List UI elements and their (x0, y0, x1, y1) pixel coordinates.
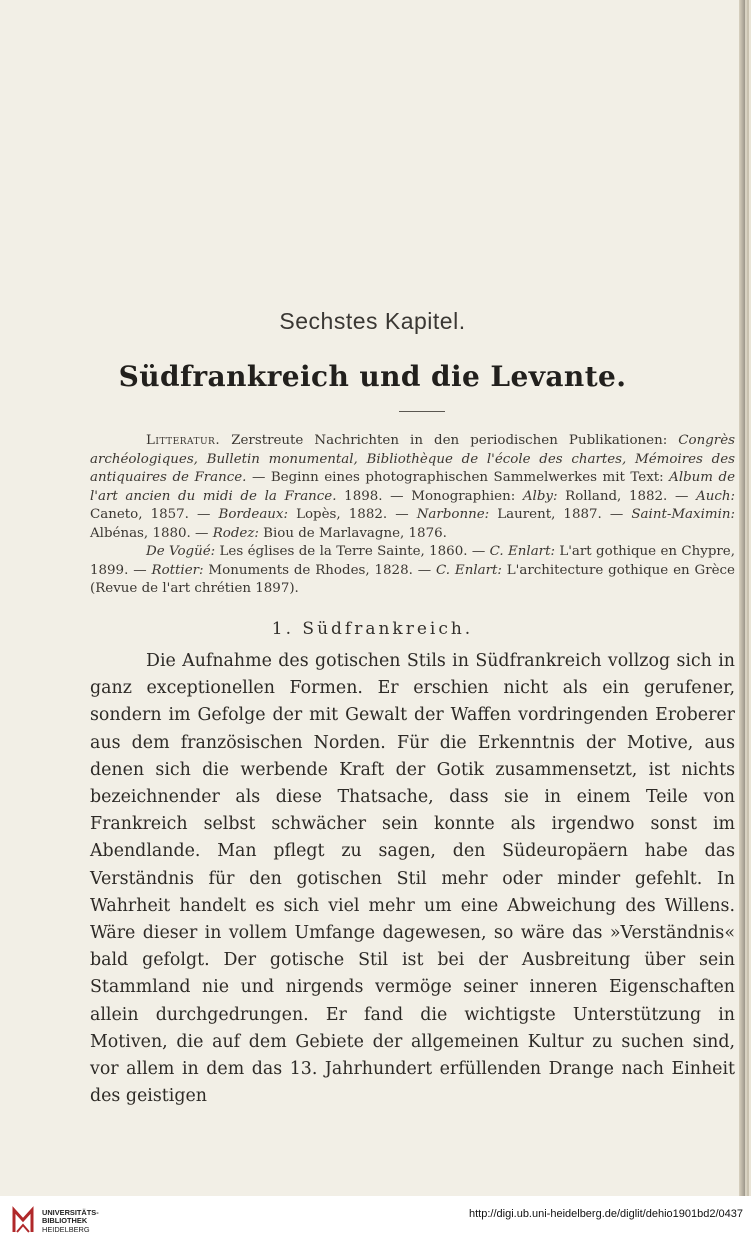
literature-citation-title: Rottier: (151, 562, 204, 578)
literature-citation-title: Saint-Maximin: (631, 507, 735, 522)
literature-text-1 (90, 433, 735, 541)
literature-text-2 (90, 544, 735, 596)
library-name-line3: HEIDELBERG (42, 1224, 90, 1234)
body-paragraph: Die Aufnahme des gotischen Stils in Südfrankreich vollzog sich in ganz exceptionellen Formen. Er erschien nicht als ein gerufener, sondern im Gefolge der mit Gewalt der Waffen vordringenden Eroberer aus dem französischen Norden. Für die Erkenntnis der Motive, aus denen sich die werbende Kraft der Gotik zusammensetzt, ist nichts bezeichnender als diese Thatsache, dass sie in einem Teile von Frankreich selbst schwächer sein konnte als irgendwo sonst im Abendlande. Man pflegt zu sagen, den Südeuropäern habe das Verständnis für den gotischen Stil mehr oder minder gefehlt. In Wahrheit handelt es sich viel mehr um eine Abweichung des Willens. Wäre dieser in vollem Umfange dagewesen, so wäre das »Verständnis« bald gefolgt. Der gotische Stil ist bei der Ausbreitung über sein Stammland nie und nirgends vermöge seiner inneren Eigenschaften allein durchgedrungen. Er fand die wichtigste Unterstützung in Motiven, die auf dem Gebiete der allgemeinen Kultur zu suchen sind, vor allem in dem das 13. Jahrhundert erfüllenden Drange nach Einheit des geistigen (90, 651, 735, 1107)
footer-bar (0, 1196, 751, 1254)
literature-citation-text: L'architecture gothique en Grèce (Revue de l'art chrétien 1897). (90, 562, 735, 596)
literature-citation-title: Alby: (522, 488, 558, 504)
library-name-line1: UNIVERSITÄTS- (42, 1208, 99, 1217)
literature-label: Litteratur. (146, 433, 221, 448)
literature-paragraph-1 (90, 432, 735, 543)
chapter-title: Südfrankreich und die Levante. (118, 360, 627, 393)
literature-citation-text: Les églises de la Terre Sainte, 1860. — (215, 544, 490, 559)
literature-citation-title: Bordeaux: (218, 507, 288, 522)
literature-citation-text: — Beginn eines photographischen Sammelwerkes mit Text: (246, 470, 670, 485)
library-name-line2: BIBLIOTHEK (42, 1216, 88, 1226)
literature-citation-text: Lopès, 1882. — (288, 507, 417, 522)
literature-citation-title: Congrès archéologiques, Bulletin monumental, Bibliothèque de l'école des chartes, Mémoires des antiquaires de France. (90, 433, 735, 485)
literature-citation-text: Caneto, 1857. — (90, 507, 219, 522)
literature-citation-text: L'art gothique en Chypre, 1899. — (90, 544, 735, 578)
university-library-logo-icon[interactable] (10, 1206, 36, 1236)
literature-paragraph-2 (90, 543, 735, 599)
literature-citation-text: 1898. — Monographien: (336, 488, 523, 504)
literature-citation-text: Laurent, 1887. — (489, 507, 632, 522)
page-edge (739, 0, 745, 1196)
literature-citation-title: Narbonne: (416, 507, 490, 522)
body-text (90, 648, 735, 1110)
literature-citation-title: C. Enlart: (436, 562, 502, 578)
literature-citation-text: Biou de Marlavagne, 1876. (258, 525, 447, 541)
literature-citation-text: Rolland, 1882. — (557, 488, 697, 504)
literature-citation-title: De Vogüé: (146, 544, 216, 559)
literature-citation-title: Auch: (696, 488, 735, 504)
library-name (42, 1209, 99, 1234)
title-divider (399, 411, 445, 412)
literature-citation-text: Albénas, 1880. — (90, 525, 213, 541)
source-url-link[interactable]: http://digi.ub.uni-heidelberg.de/diglit/dehio1901bd2/0437 (469, 1208, 743, 1220)
section-heading: 1. Südfrankreich. (271, 619, 474, 639)
literature-citation-text: Monuments de Rhodes, 1828. — (203, 562, 437, 578)
literature-citation-text: Zerstreute Nachrichten in den periodischen Publikationen: (231, 433, 679, 448)
chapter-number: Sechstes Kapitel. (279, 308, 466, 334)
literature-citation-title: Album de l'art ancien du midi de la France. (90, 470, 736, 504)
literature-citation-title: C. Enlart: (489, 544, 555, 559)
literature-citation-title: Rodez: (212, 525, 259, 541)
literature-block (90, 432, 735, 599)
